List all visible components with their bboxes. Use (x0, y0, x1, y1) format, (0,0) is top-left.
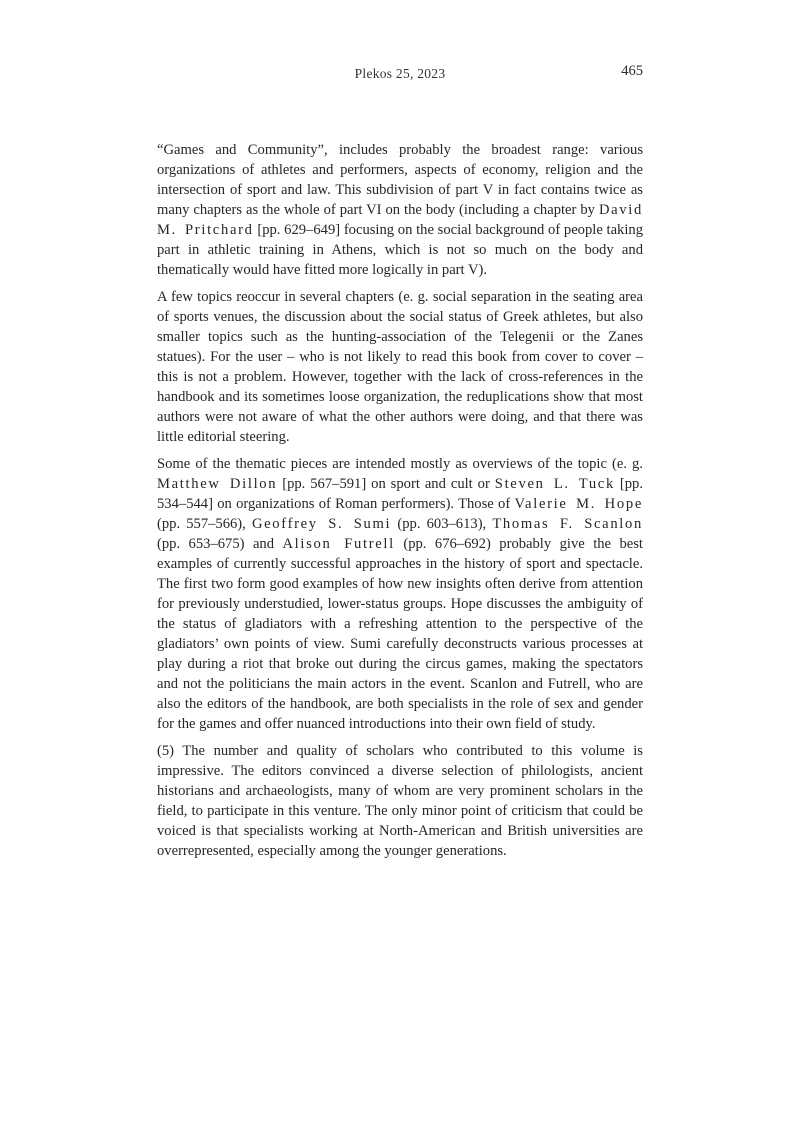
text-segment: [pp. 534–544] on organizations of Roman performers). Those of (157, 476, 643, 512)
person-name: Matthew Dillon (157, 476, 278, 492)
text-segment: [pp. 567–591] on sport and cult or (277, 476, 495, 492)
text-segment: (pp. 603–613), (391, 516, 493, 532)
page-number: 465 (621, 63, 643, 79)
paragraph-3 (157, 454, 643, 734)
text-segment: (pp. 653–675) and (157, 536, 283, 552)
person-name: Steven L. Tuck (494, 476, 615, 492)
article-body (157, 140, 643, 868)
person-name: Valerie M. Hope (514, 496, 643, 512)
journal-title: Plekos 25, 2023 (354, 66, 446, 81)
text-segment: (pp. 676–692) probably give the best examples of currently successful approaches in the history of sport and spectacle. The first two form good examples of how new insights often derive from attention for previously understudied, lower-status groups. Hope discusses the ambiguity of the status of gladiators with a refreshing attention to the perspective of the gladiators’ own points of view. Sumi carefully deconstructs various processes at play during a riot that broke out during the circus games, making the spectators and not the politicians the main actors in the event. Scanlon and Futrell, who are also the editors of the handbook, are both specialists in the role of sex and gender for the games and offer nuanced introductions into their own field of study. (157, 536, 643, 732)
person-name: Alison Futrell (282, 536, 395, 552)
text-segment: (pp. 557–566), (157, 516, 252, 532)
person-name: Thomas F. Scanlon (492, 516, 643, 532)
person-name: David M. Pritchard (157, 202, 643, 238)
text-segment: A few topics reoccur in several chapters (e. g. social separation in the seating area of sports venues, the discussion about the social status of Greek athletes, but also smaller topics such as the hunting-association of the Telegenii or the Zanes statues). For the user – who is not likely to read this book from cover to cover – this is not a problem. However, together with the lack of cross-references in the handbook and its sometimes loose organization, the reduplications show that most authors were not aware of what the other authors were doing, and that there was little editorial steering. (157, 289, 643, 445)
person-name: Geoffrey S. Sumi (251, 516, 392, 532)
paragraph-2 (157, 287, 643, 447)
text-segment: (5) The number and quality of scholars who contributed to this volume is impressive. The editors convinced a diverse selection of philologists, ancient historians and archaeologists, many of whom are very prominent scholars in the field, to participate in this venture. The only minor point of criticism that could be voiced is that specialists working at North-American and British universities are overrepresented, especially among the younger generations. (157, 743, 643, 859)
paragraph-4 (157, 741, 643, 861)
text-segment: Some of the thematic pieces are intended mostly as overviews of the topic (e. g. (157, 456, 643, 472)
text-segment: “Games and Community”, includes probably the broadest range: various organizations of athletes and performers, aspects of economy, religion and the intersection of sport and law. This subdivision of part V in fact contains twice as many chapters as the whole of part VI on the body (including a chapter by (157, 142, 643, 218)
text-segment: [pp. 629–649] focusing on the social background of people taking part in athletic training in Athens, which is not so much on the body and thematically would have fitted more logically in part V). (157, 222, 643, 278)
running-header (157, 63, 643, 86)
paragraph-1 (157, 140, 643, 280)
